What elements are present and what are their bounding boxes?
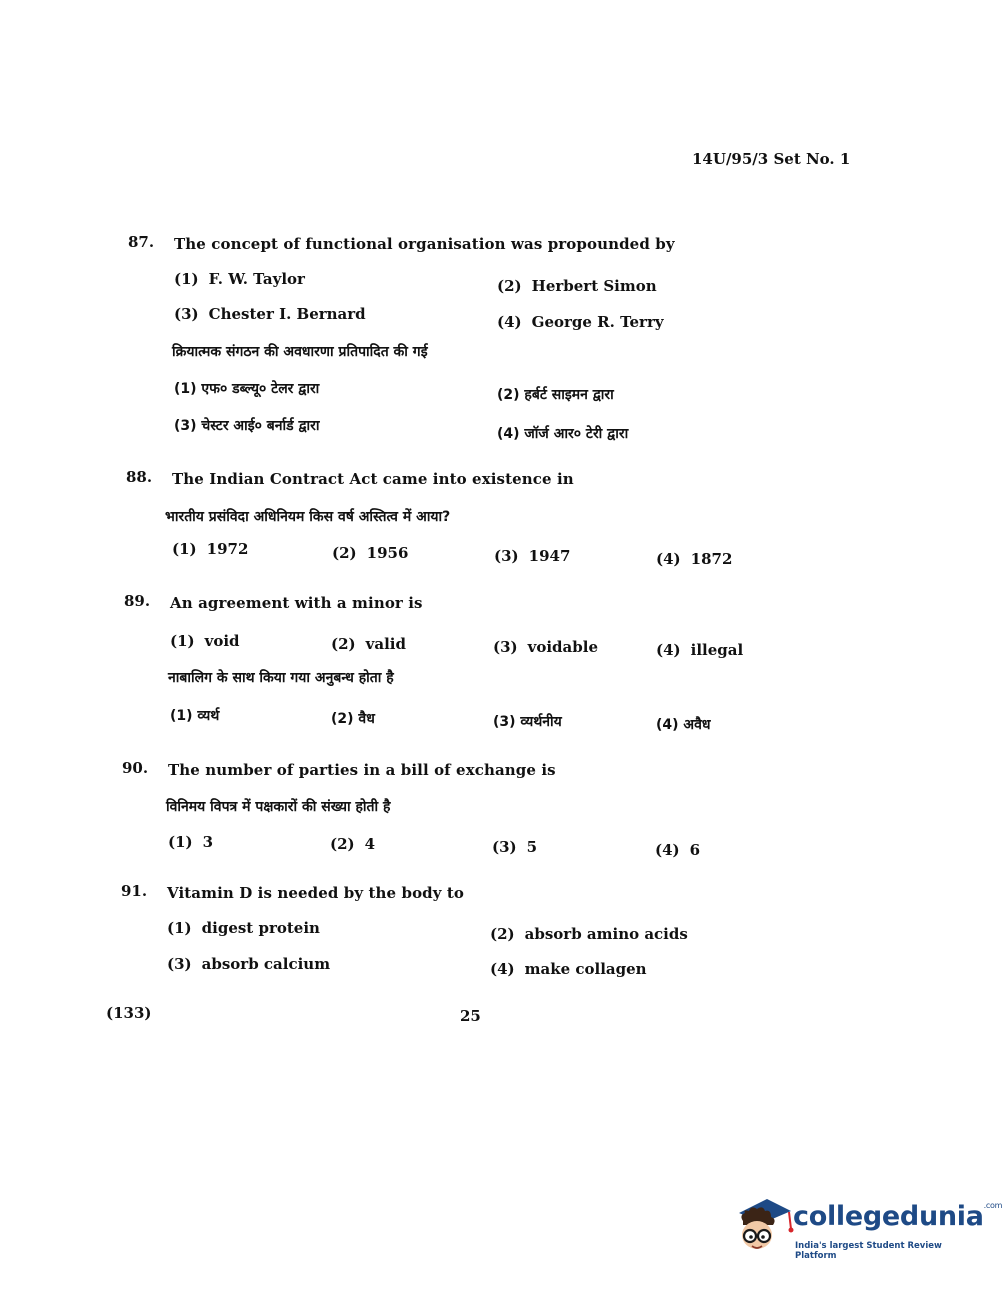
- question-text-hindi: क्रियात्मक संगठन की अवधारणा प्रतिपादित की गई: [172, 344, 428, 360]
- hindi-option-3: (3) व्यर्थनीय: [493, 714, 562, 730]
- option-1: (1) 1972: [172, 540, 249, 558]
- question-number: 90.: [122, 759, 149, 777]
- logo-tagline: India's largest Student Review Platform: [795, 1241, 942, 1261]
- option-2: (2) valid: [331, 635, 406, 653]
- logo-wordmark: collegedunia$^{.com}$: [793, 1201, 1002, 1232]
- question-number: 88.: [126, 468, 153, 486]
- question-text-hindi: नाबालिग के साथ किया गया अनुबन्ध होता है: [168, 670, 394, 686]
- hindi-option-2: (2) हर्बर्ट साइमन द्वारा: [497, 387, 614, 403]
- question-text: The concept of functional organisation was propounded by: [174, 235, 675, 253]
- option-4: (4) illegal: [656, 641, 744, 659]
- option-1: (1) 3: [168, 833, 214, 851]
- question-text: An agreement with a minor is: [170, 594, 423, 612]
- question-number: 89.: [124, 592, 151, 610]
- footer-code: (133): [106, 1004, 152, 1022]
- option-2: (2) absorb amino acids: [490, 925, 688, 943]
- option-3: (3) absorb calcium: [167, 955, 331, 973]
- option-2: (2) 1956: [332, 544, 409, 562]
- option-3: (3) voidable: [493, 638, 598, 656]
- question-text: The number of parties in a bill of exchange is: [168, 761, 556, 779]
- option-4: (4) George R. Terry: [497, 313, 664, 331]
- hindi-option-4: (4) जॉर्ज आर० टेरी द्वारा: [497, 426, 629, 442]
- option-3: (3) Chester I. Bernard: [174, 305, 366, 323]
- option-2: (2) Herbert Simon: [497, 277, 657, 295]
- hindi-option-2: (2) वैध: [331, 711, 375, 727]
- question-text-hindi: भारतीय प्रसंविदा अधिनियम किस वर्ष अस्तित्व में आया?: [165, 509, 451, 525]
- question-text: Vitamin D is needed by the body to: [167, 884, 465, 902]
- option-3: (3) 5: [492, 838, 538, 856]
- option-2: (2) 4: [330, 835, 376, 853]
- hindi-option-1: (1) व्यर्थ: [170, 708, 220, 724]
- hindi-option-3: (3) चेस्टर आई० बर्नार्ड द्वारा: [174, 418, 320, 434]
- hindi-option-4: (4) अवैध: [656, 717, 711, 733]
- question-number: 91.: [121, 882, 148, 900]
- option-1: (1) F. W. Taylor: [174, 270, 305, 288]
- option-1: (1) digest protein: [167, 919, 320, 937]
- page-number: 25: [460, 1007, 481, 1025]
- option-4: (4) make collagen: [490, 960, 647, 978]
- paper-code: 14U/95/3 Set No. 1: [692, 150, 851, 168]
- option-4: (4) 6: [655, 841, 701, 859]
- question-text: The Indian Contract Act came into existence in: [172, 470, 574, 488]
- mascot-icon: [733, 1195, 795, 1257]
- collegedunia-logo: [733, 1195, 1002, 1265]
- option-1: (1) void: [170, 632, 240, 650]
- option-3: (3) 1947: [494, 547, 571, 565]
- question-text-hindi: विनिमय विपत्र में पक्षकारों की संख्या होती है: [166, 799, 391, 815]
- hindi-option-1: (1) एफ० डब्ल्यू० टेलर द्वारा: [174, 381, 320, 397]
- option-4: (4) 1872: [656, 550, 733, 568]
- question-number: 87.: [128, 233, 155, 251]
